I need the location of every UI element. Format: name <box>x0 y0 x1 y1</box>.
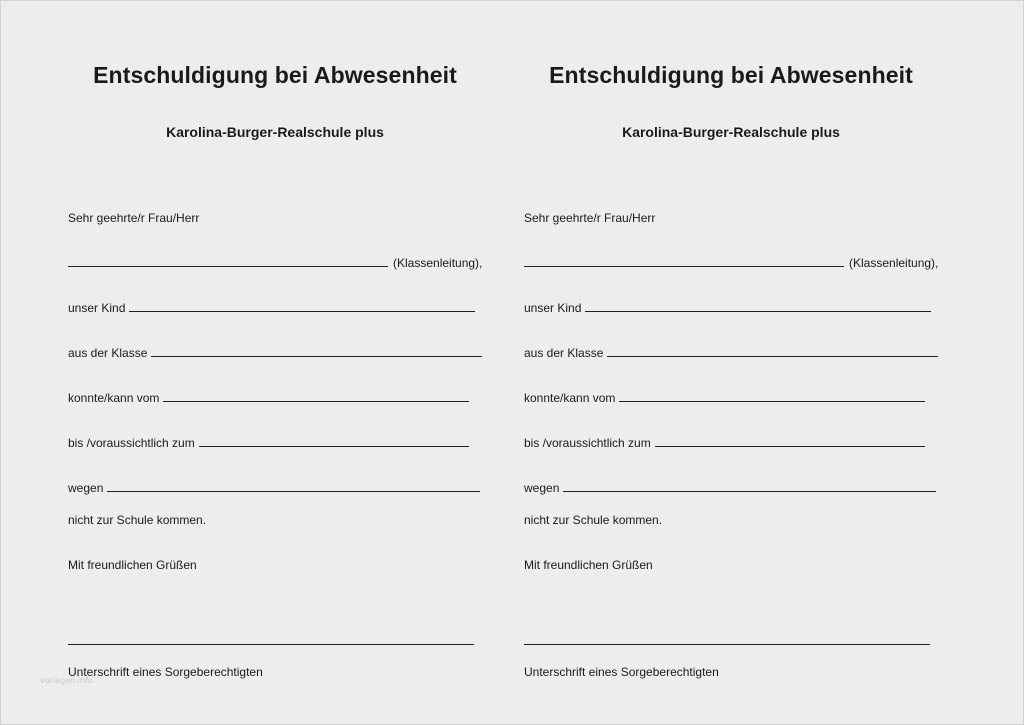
until-line <box>68 436 469 450</box>
until-date-blank[interactable] <box>199 436 469 447</box>
school-name: Karolina-Burger-Realschule plus <box>622 124 840 140</box>
signature-line <box>524 634 930 648</box>
reason-blank[interactable] <box>107 481 480 492</box>
teacher-line <box>524 256 938 270</box>
until-line <box>524 436 925 450</box>
not-school-line <box>68 513 206 527</box>
from-label: konnte/kann vom <box>524 391 616 405</box>
watermark: vorlagen.info <box>40 676 93 685</box>
class-label: aus der Klasse <box>68 346 148 360</box>
signature-label: Unterschrift eines Sorgeberechtigten <box>68 665 263 679</box>
teacher-name-blank[interactable] <box>524 256 844 267</box>
signature-blank[interactable] <box>524 634 930 645</box>
from-line <box>68 391 469 405</box>
class-blank[interactable] <box>607 346 938 357</box>
greeting-line <box>68 211 199 225</box>
signature-blank[interactable] <box>68 634 474 645</box>
class-line <box>68 346 482 360</box>
child-label: unser Kind <box>524 301 582 315</box>
until-date-blank[interactable] <box>655 436 925 447</box>
greeting-text: Sehr geehrte/r Frau/Herr <box>524 211 656 225</box>
signature-line <box>68 634 474 648</box>
reason-line <box>524 481 936 495</box>
child-name-blank[interactable] <box>585 301 931 312</box>
absence-form-right <box>524 0 964 725</box>
form-title: Entschuldigung bei Abwesenheit <box>549 62 913 88</box>
not-school-text: nicht zur Schule kommen. <box>68 513 207 527</box>
signature-label-line <box>524 665 719 679</box>
reason-label: wegen <box>68 481 104 495</box>
teacher-line <box>68 256 482 270</box>
child-name-blank[interactable] <box>129 301 475 312</box>
until-label: bis /voraussichtlich zum <box>524 436 651 450</box>
reason-label: wegen <box>524 481 560 495</box>
reason-line <box>68 481 480 495</box>
class-blank[interactable] <box>151 346 482 357</box>
regards-text: Mit freundlichen Grüßen <box>524 558 653 572</box>
reason-blank[interactable] <box>563 481 936 492</box>
until-label: bis /voraussichtlich zum <box>68 436 195 450</box>
greeting-line <box>524 211 655 225</box>
absence-form-left <box>68 0 508 725</box>
regards-line <box>524 558 653 572</box>
regards-text: Mit freundlichen Grüßen <box>68 558 197 572</box>
greeting-text: Sehr geehrte/r Frau/Herr <box>68 211 200 225</box>
teacher-suffix: (Klassenleitung), <box>849 256 939 270</box>
child-label: unser Kind <box>68 301 126 315</box>
from-date-blank[interactable] <box>619 391 925 402</box>
not-school-line <box>524 513 662 527</box>
regards-line <box>68 558 197 572</box>
signature-label: Unterschrift eines Sorgeberechtigten <box>524 665 719 679</box>
not-school-text: nicht zur Schule kommen. <box>524 513 663 527</box>
child-line <box>68 301 475 315</box>
child-line <box>524 301 931 315</box>
class-line <box>524 346 938 360</box>
class-label: aus der Klasse <box>524 346 604 360</box>
from-date-blank[interactable] <box>163 391 469 402</box>
form-title: Entschuldigung bei Abwesenheit <box>93 62 457 88</box>
school-name: Karolina-Burger-Realschule plus <box>166 124 384 140</box>
teacher-suffix: (Klassenleitung), <box>393 256 483 270</box>
from-line <box>524 391 925 405</box>
from-label: konnte/kann vom <box>68 391 160 405</box>
teacher-name-blank[interactable] <box>68 256 388 267</box>
signature-label-line <box>68 665 263 679</box>
